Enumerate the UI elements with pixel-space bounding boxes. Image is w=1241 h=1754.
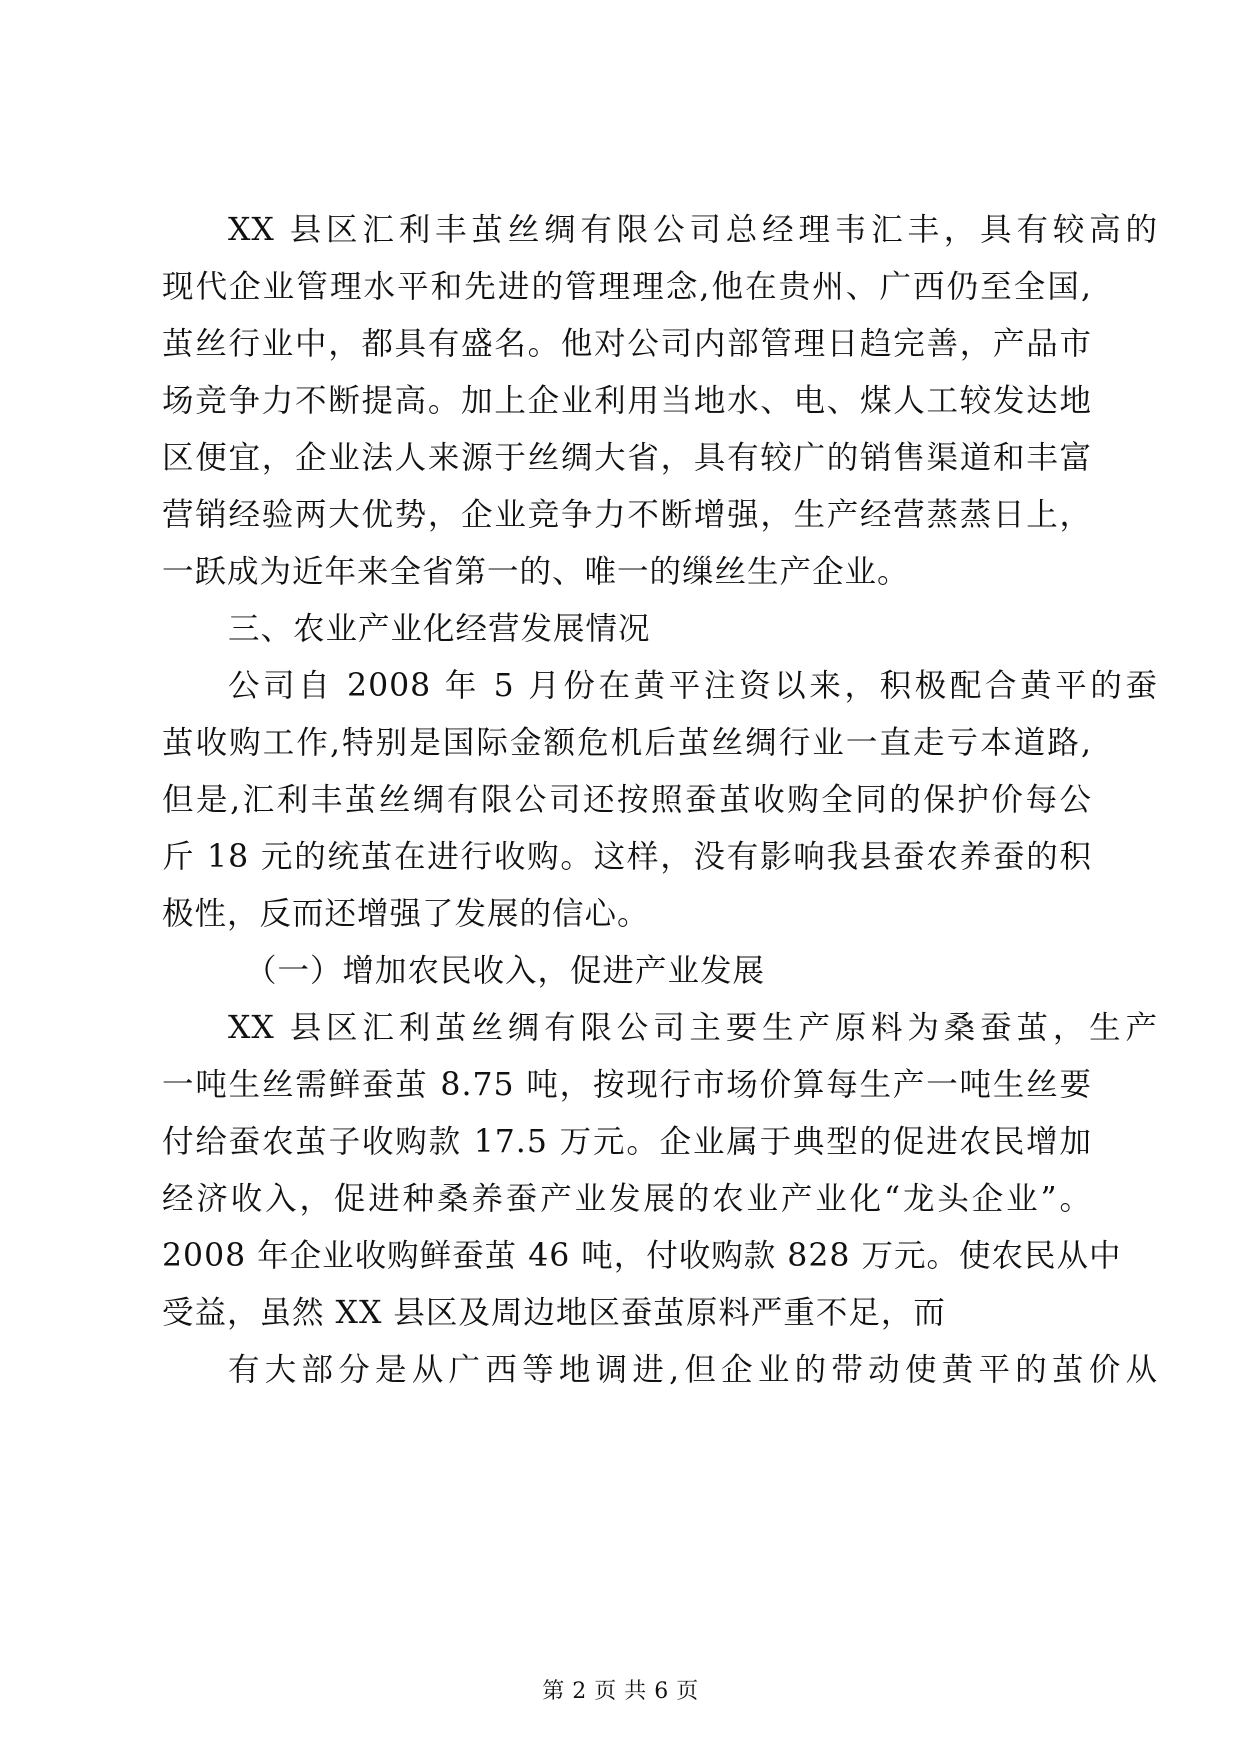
paragraph-line: 公司自 2008 年 5 月份在黄平注资以来，积极配合黄平的蚕 (228, 668, 1158, 704)
paragraph-line: XX 县区汇利丰茧丝绸有限公司总经理韦汇丰，具有较高的 (228, 212, 1158, 248)
paragraph-line: 但是,汇利丰茧丝绸有限公司还按照蚕茧收购全同的保护价每公 (162, 782, 1092, 818)
paragraph-line: 营销经验两大优势，企业竞争力不断增强，生产经营蒸蒸日上， (162, 497, 1092, 533)
paragraph-line: 受益，虽然 XX 县区及周边地区蚕茧原料严重不足，而 (162, 1295, 946, 1331)
paragraph-line: 区便宜，企业法人来源于丝绸大省，具有较广的销售渠道和丰富 (162, 440, 1092, 476)
paragraph-line: XX 县区汇利茧丝绸有限公司主要生产原料为桑蚕茧，生产 (228, 1010, 1158, 1046)
paragraph-line: 一跃成为近年来全省第一的、唯一的缫丝生产企业。 (162, 554, 910, 590)
paragraph-line: 茧丝行业中，都具有盛名。他对公司内部管理日趋完善，产品市 (162, 326, 1092, 362)
paragraph-line: 茧收购工作,特别是国际金额危机后茧丝绸行业一直走亏本道路, (162, 725, 1092, 761)
paragraph-line: 场竞争力不断提高。加上企业利用当地水、电、煤人工较发达地 (162, 383, 1092, 419)
paragraph-line: 极性，反而还增强了发展的信心。 (162, 896, 650, 932)
paragraph-line: 斤 18 元的统茧在进行收购。这样，没有影响我县蚕农养蚕的积 (162, 839, 1092, 875)
paragraph-line: 有大部分是从广西等地调进,但企业的带动使黄平的茧价从 (228, 1352, 1158, 1388)
section-heading: 三、农业产业化经营发展情况 (228, 611, 651, 647)
subsection-heading: （一）增加农民收入，促进产业发展 (245, 953, 766, 989)
page-footer: 第 2 页 共 6 页 (542, 1679, 699, 1704)
paragraph-line: 付给蚕农茧子收购款 17.5 万元。企业属于典型的促进农民增加 (162, 1124, 1092, 1160)
paragraph-line: 现代企业管理水平和先进的管理理念,他在贵州、广西仍至全国, (162, 269, 1092, 305)
paragraph-line: 一吨生丝需鲜蚕茧 8.75 吨，按现行市场价算每生产一吨生丝要 (162, 1067, 1092, 1103)
paragraph-line: 2008 年企业收购鲜蚕茧 46 吨，付收购款 828 万元。使农民从中 (162, 1238, 1122, 1274)
paragraph-line: 经济收入，促进种桑养蚕产业发展的农业产业化“龙头企业”。 (162, 1181, 1092, 1217)
